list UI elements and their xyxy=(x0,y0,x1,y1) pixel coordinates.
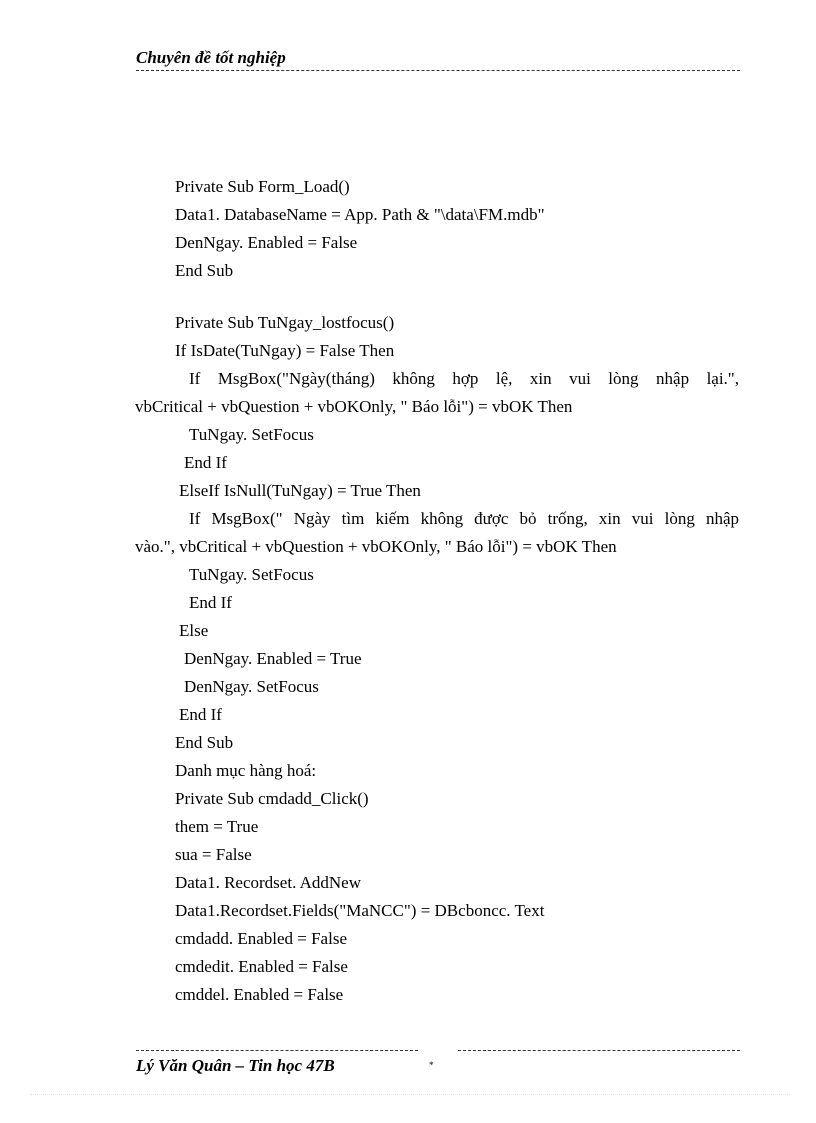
code-gap xyxy=(135,285,739,309)
code-line: ElseIf IsNull(TuNgay) = True Then xyxy=(179,481,421,500)
page-footer-author: Lý Văn Quân – Tin học 47B xyxy=(136,1056,335,1075)
code-line: TuNgay. SetFocus xyxy=(189,425,314,444)
header-divider xyxy=(136,70,740,71)
code-line: DenNgay. SetFocus xyxy=(184,677,319,696)
code-line: cmdedit. Enabled = False xyxy=(175,957,348,976)
code-line: Else xyxy=(179,621,209,640)
page-header-title: Chuyên đề tốt nghiệp xyxy=(136,48,286,67)
code-line: End Sub xyxy=(175,261,234,280)
code-line: DenNgay. Enabled = True xyxy=(184,649,362,668)
code-line: Danh mục hàng hoá: xyxy=(175,761,317,780)
code-line: Data1. Recordset. AddNew xyxy=(175,873,362,892)
code-line: End If xyxy=(179,705,222,724)
code-line: If MsgBox(" Ngày tìm kiếm không được bỏ trống, xin vui lòng nhập xyxy=(189,509,739,528)
page-bottom-border xyxy=(30,1094,790,1095)
code-line: Private Sub cmdadd_Click() xyxy=(175,789,369,808)
code-line: End If xyxy=(184,453,227,472)
code-line: Private Sub TuNgay_lostfocus() xyxy=(175,313,395,332)
code-line: End Sub xyxy=(175,733,234,752)
code-line: them = True xyxy=(175,817,259,836)
code-line: TuNgay. SetFocus xyxy=(189,565,314,584)
code-line: cmddel. Enabled = False xyxy=(175,985,344,1004)
code-line: vào.", vbCritical + vbQuestion + vbOKOnly, " Báo lỗi") = vbOK Then xyxy=(135,537,617,556)
footer-mark: * xyxy=(429,1060,434,1070)
footer-divider-left xyxy=(136,1050,418,1051)
code-line: If IsDate(TuNgay) = False Then xyxy=(175,341,395,360)
code-line: If MsgBox("Ngày(tháng) không hợp lệ, xin vui lòng nhập lại.", xyxy=(189,369,739,388)
code-line: Data1.Recordset.Fields("MaNCC") = DBcboncc. Text xyxy=(175,901,545,920)
code-block xyxy=(135,173,739,1009)
footer-divider-right xyxy=(458,1050,740,1051)
code-line: End If xyxy=(189,593,232,612)
code-line: Private Sub Form_Load() xyxy=(175,177,350,196)
code-line: vbCritical + vbQuestion + vbOKOnly, " Báo lỗi") = vbOK Then xyxy=(135,397,573,416)
code-line: sua = False xyxy=(175,845,252,864)
code-line: DenNgay. Enabled = False xyxy=(175,233,358,252)
code-line: cmdadd. Enabled = False xyxy=(175,929,347,948)
code-line: Data1. DatabaseName = App. Path & "\data\FM.mdb" xyxy=(175,205,545,224)
